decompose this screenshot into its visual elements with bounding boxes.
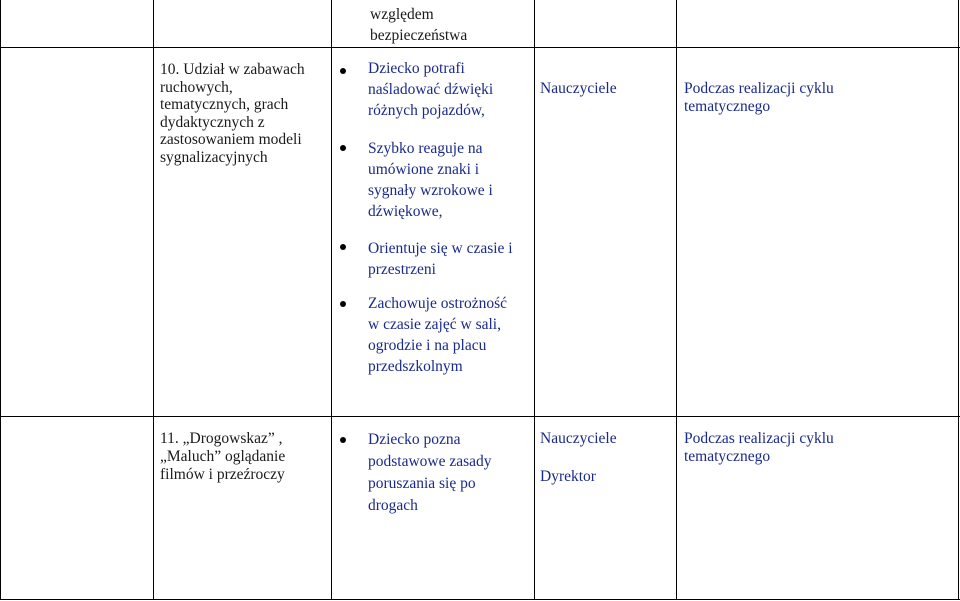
fragment-line: względem (370, 6, 434, 23)
title-line: filmów i przeźroczy (160, 466, 285, 483)
responsible-line: Dyrektor (540, 468, 596, 485)
outcome-line: drogach (368, 497, 418, 514)
outcome-line: poruszania się po (368, 475, 476, 492)
title-line: tematycznych, grach (160, 96, 289, 113)
row-10-timing (684, 80, 954, 115)
previous-row-fragment (370, 4, 467, 46)
table-border-right (958, 0, 959, 600)
responsible-line: Nauczyciele (540, 430, 617, 447)
row-10-responsible (540, 80, 670, 98)
outcome-line: umówione znaki i (368, 161, 480, 178)
title-line: ruchowych, (160, 78, 233, 96)
outcome-line: Zachowuje ostrożność (368, 295, 508, 312)
fragment-line: bezpieczeństwa (370, 27, 468, 44)
bullet-icon (340, 244, 346, 250)
row-11-responsible (540, 430, 670, 486)
row-11-title (160, 430, 330, 484)
outcome-line: Dziecko pozna (368, 431, 461, 448)
outcome-line: podstawowe zasady (368, 453, 492, 470)
row-divider-top (0, 47, 960, 48)
row-10-outcome-4 (368, 293, 538, 377)
column-divider-2 (331, 0, 332, 600)
bullet-icon (340, 68, 346, 74)
title-line: „Maluch” oglądanie (160, 448, 286, 465)
outcome-line: Orientuje się w czasie i (368, 240, 513, 257)
title-line: sygnalizacyjnych (160, 148, 268, 166)
title-line: 10. Udział w zabawach (160, 61, 305, 78)
outcome-line: przestrzeni (368, 261, 436, 278)
bullet-icon (340, 301, 346, 307)
row-11-timing (684, 430, 954, 465)
column-divider-1 (153, 0, 154, 600)
outcome-line: Szybko reaguje na (368, 140, 483, 157)
row-10-outcome-3 (368, 238, 538, 280)
timing-line: tematycznego (684, 97, 771, 115)
timing-line: Podczas realizacji cyklu (684, 430, 834, 447)
table-border-bottom (0, 599, 960, 600)
outcome-line: w czasie zajęć w sali, (368, 316, 501, 333)
outcome-line: dźwiękowe, (368, 203, 443, 220)
bullet-icon (340, 145, 346, 151)
row-divider-middle (0, 416, 960, 417)
outcome-line: naśladować dźwięki (368, 81, 494, 98)
column-divider-4 (676, 0, 677, 600)
responsible-line: Nauczyciele (540, 80, 617, 97)
timing-line: Podczas realizacji cyklu (684, 80, 834, 97)
row-10-title (160, 61, 330, 166)
title-line: zastosowaniem modeli (160, 131, 302, 148)
outcome-line: Dziecko potrafi (368, 60, 465, 77)
outcome-line: ogrodzie i na placu (368, 337, 487, 354)
title-line: 11. „Drogowskaz” , (160, 430, 283, 447)
row-10-outcome-1 (368, 58, 538, 121)
outcome-line: przedszkolnym (368, 358, 463, 375)
table-border-left (0, 0, 1, 600)
row-11-outcome-1 (368, 429, 538, 517)
title-line: dydaktycznych z (160, 113, 265, 131)
outcome-line: różnych pojazdów, (368, 102, 485, 119)
row-10-outcome-2 (368, 138, 538, 222)
outcome-line: sygnały wzrokowe i (368, 182, 493, 199)
bullet-icon (340, 437, 346, 443)
timing-line: tematycznego (684, 447, 771, 465)
